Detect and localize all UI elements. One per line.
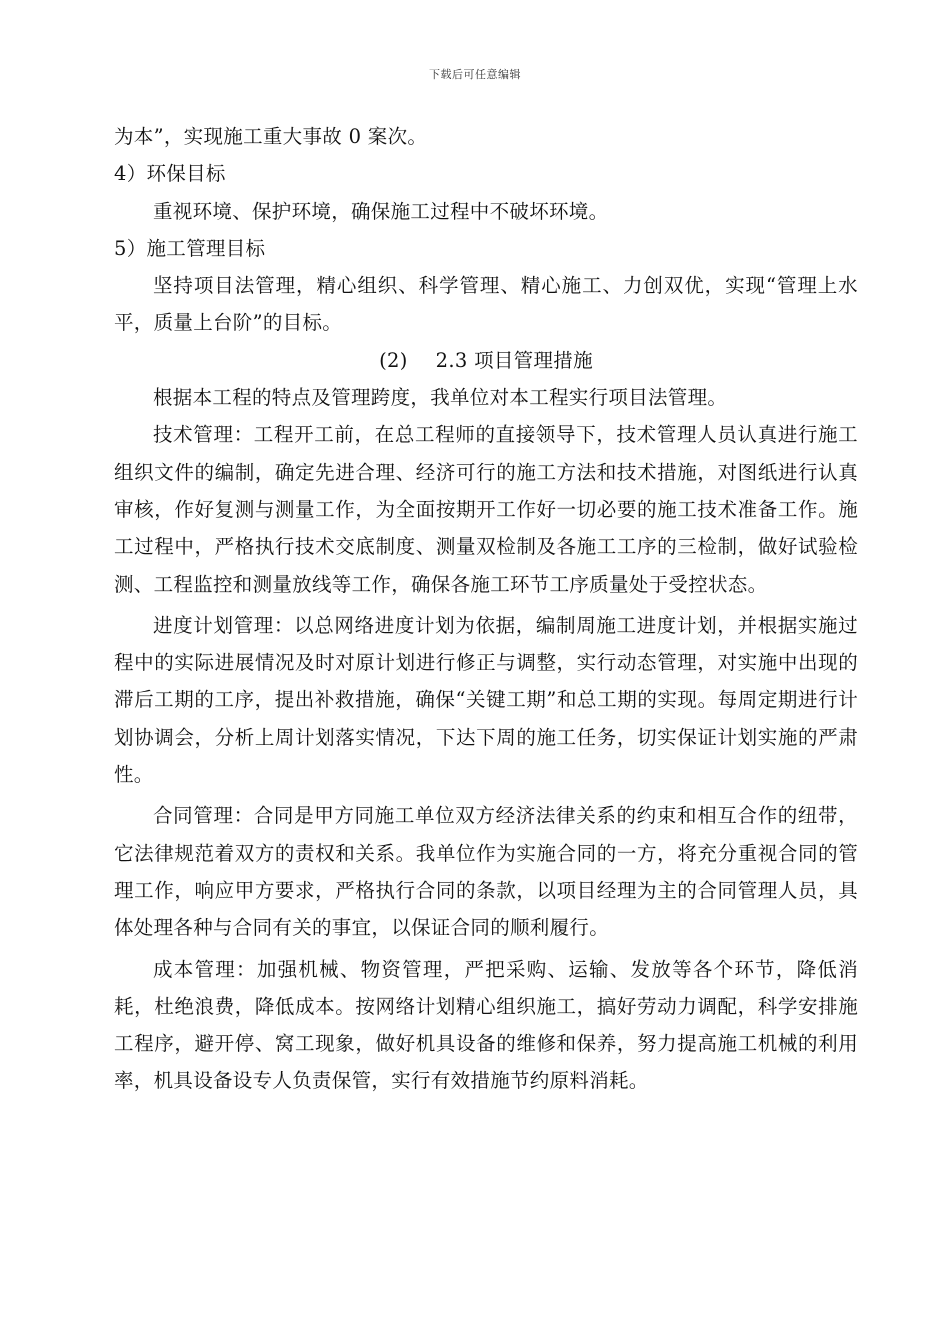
paragraph-contract-management: 合同管理：合同是甲方同施工单位双方经济法律关系的约束和相互合作的纽带，它法律规范着双方的责权和关系。我单位作为实施合同的一方，将充分重视合同的管理工作，响应甲方要求，严格执行合同的条款，以项目经理为主的合同管理人员，具体处理各种与合同有关的事宜，以保证合同的顺利履行。 (114, 804, 858, 940)
heading-environment-target: 4）环保目标 (114, 162, 226, 186)
section-heading (114, 342, 858, 379)
paragraph-schedule-management: 进度计划管理：以总网络进度计划为依据，编制周施工进度计划，并根据实施过程中的实际进展情况及时对原计划进行修正与调整，实行动态管理，对实施中出现的滞后工期的工序，提出补救措施，确保“关键工期”和总工期的实现。每周定期进行计划协调会，分析上周计划落实情况，下达下周的施工任务，切实保证计划实施的严肃性。 (114, 613, 858, 787)
paragraph-cost-management: 成本管理：加强机械、物资管理，严把采购、运输、发放等各个环节，降低消耗，杜绝浪费，降低成本。按网络计划精心组织施工，搞好劳动力调配，科学安排施工程序，避开停、窝工现象，做好机具设备的维修和保养，努力提高施工机械的利用率，机具设备设专人负责保管，实行有效措施节约原料消耗。 (114, 957, 858, 1093)
paragraph-safety-target-end: 为本”，实现施工重大事故 0 案次。 (114, 125, 428, 148)
paragraph-project-method: 根据本工程的特点及管理跨度，我单位对本工程实行项目法管理。 (153, 386, 728, 410)
section-number: (2) (379, 348, 408, 372)
page-header: 下载后可任意编辑 (429, 68, 521, 81)
paragraph-technical-management: 技术管理：工程开工前，在总工程师的直接领导下，技术管理人员认真进行施工组织文件的编制，确定先进合理、经济可行的施工方法和技术措施，对图纸进行认真审核，作好复测与测量工作，为全面按期开工作好一切必要的施工技术准备工作。施工过程中，严格执行技术交底制度、测量双检制及各施工工序的三检制，做好试验检测、工程监控和测量放线等工作，确保各施工环节工序质量处于受控状态。 (114, 423, 858, 596)
heading-construction-management-target: 5）施工管理目标 (114, 236, 266, 260)
section-title: 2.3 项目管理措施 (435, 348, 593, 372)
document-body (114, 118, 858, 1100)
paragraph-construction-management-target: 坚持项目法管理，精心组织、科学管理、精心施工、力创双优，实现“管理上水平，质量上台阶”的目标。 (114, 274, 858, 335)
paragraph-environment-target: 重视环境、保护环境，确保施工过程中不破坏环境。 (153, 199, 609, 223)
